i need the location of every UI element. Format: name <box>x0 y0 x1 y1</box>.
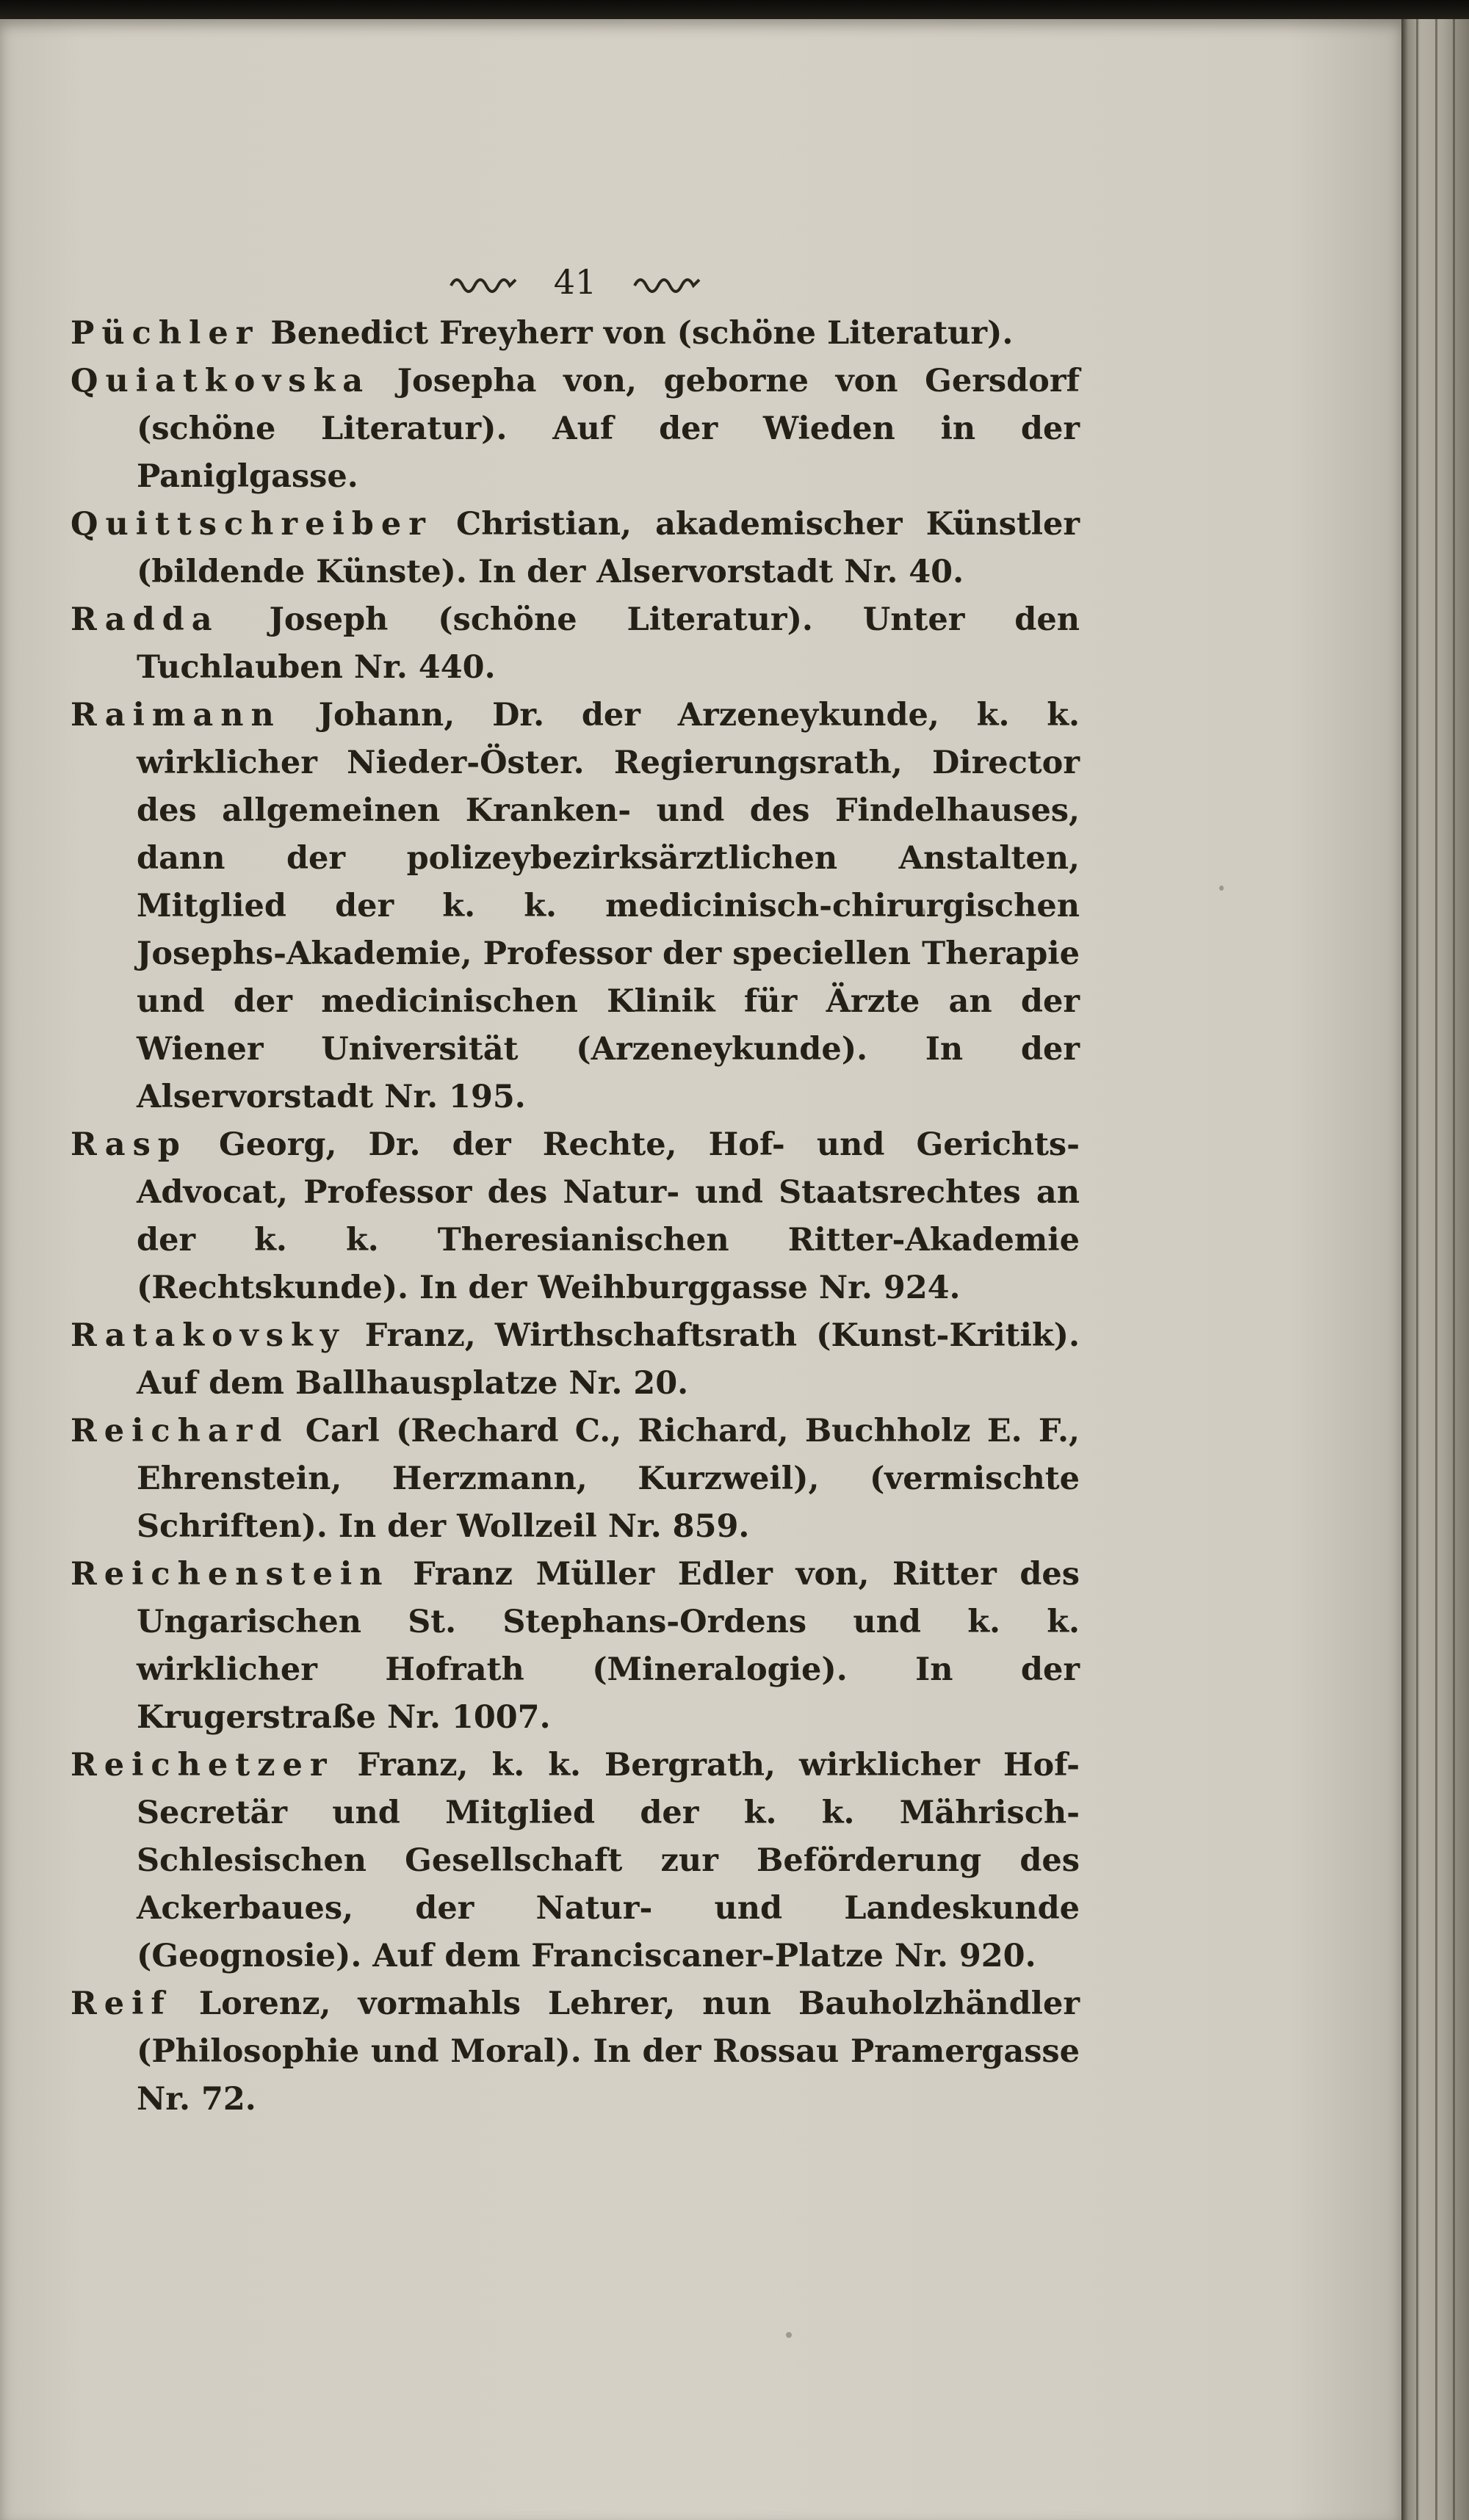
entry-name: Reichetzer <box>71 1747 334 1784</box>
page-text <box>71 253 1080 2123</box>
page-edge-ridge <box>1453 19 1455 2520</box>
entry-name: Raimann <box>71 697 281 734</box>
entry-name: Reichard <box>71 1413 289 1449</box>
entry-text: Johann, Dr. der Arzeneykunde, k. k. wirklicher Nieder-Öster. Regierungsrath, Director des allgemeinen Kranken- und des Findelhauses, dann der polizeybezirksärztlichen Anstalten, Mitglied der k. k. medicinisch-chirurgischen Josephs-Akademie, Professor der speciellen Therapie und der medicinischen Klinik für Ärzte an der Wiener Universität (Arzeneykunde). In der Alservorstadt Nr. 195. <box>137 697 1080 1115</box>
page-edge-ridge <box>1435 19 1437 2520</box>
entry-reif <box>71 1980 1080 2123</box>
entry-text: Carl (Rechard C., Richard, Buchholz E. F., Ehrenstein, Herzmann, Kurzweil), (vermischte Schriften). In der Wollzeil Nr. 859. <box>137 1413 1080 1545</box>
entry-quiatkovska <box>71 358 1080 501</box>
entry-ratakovsky <box>71 1312 1080 1408</box>
entry-reichenstein <box>71 1551 1080 1742</box>
entry-reichard <box>71 1408 1080 1551</box>
entry-radda <box>71 596 1080 692</box>
entry-name: Ratakovsky <box>71 1317 346 1354</box>
entry-name: Quiatkovska <box>71 363 371 399</box>
right-ornament-icon <box>633 271 701 293</box>
entry-name: Reif <box>71 1985 172 2022</box>
page-number: 41 <box>553 262 597 302</box>
book-page-edge <box>1401 19 1469 2520</box>
entry-name: Rasp <box>71 1126 187 1163</box>
page-header <box>71 253 1080 305</box>
entry-text: Franz Müller Edler von, Ritter des Ungarischen St. Stephans-Ordens und k. k. wirklicher Hofrath (Mineralogie). In der Krugerstraße Nr. 1007. <box>137 1556 1080 1736</box>
entry-text: Josepha von, geborne von Gersdorf (schöne Literatur). Auf der Wieden in der Paniglgasse. <box>137 363 1080 495</box>
page-edge-ridge <box>1416 19 1418 2520</box>
entry-name: Reichenstein <box>71 1556 390 1593</box>
entry-text: Lorenz, vormahls Lehrer, nun Bauholzhändler (Philosophie und Moral). In der Rossau Pramergasse Nr. 72. <box>137 1985 1080 2118</box>
scan-top-border <box>0 0 1469 21</box>
entry-text: Franz, k. k. Bergrath, wirklicher Hof-Secretär und Mitglied der k. k. Mährisch-Schlesischen Gesellschaft zur Beförderung des Ackerbaues, der Natur- und Landeskunde (Geognosie). Auf dem Franciscaner-Platze Nr. 920. <box>137 1747 1080 1974</box>
entry-quittschreiber <box>71 501 1080 596</box>
entry-text: Christian, akademischer Künstler (bildende Künste). In der Alservorstadt Nr. 40. <box>137 506 1080 590</box>
entry-text: Franz, Wirthschaftsrath (Kunst-Kritik). Auf dem Ballhausplatze Nr. 20. <box>137 1317 1080 1402</box>
entry-reichetzer <box>71 1742 1080 1980</box>
paper-speck <box>1219 886 1224 891</box>
entry-rasp <box>71 1121 1080 1312</box>
entry-text: Georg, Dr. der Rechte, Hof- und Gerichts-Advocat, Professor des Natur- und Staatsrechtes an der k. k. Theresianischen Ritter-Akademie (Rechtskunde). In der Weihburggasse Nr. 924. <box>137 1126 1080 1306</box>
entry-text: Benedict Freyherr von (schöne Literatur). <box>259 315 1014 352</box>
entry-raimann <box>71 692 1080 1121</box>
paper-speck <box>786 2332 792 2338</box>
entry-puechler <box>71 310 1080 358</box>
entry-name: Quittschreiber <box>71 506 433 543</box>
entry-text: Joseph (schöne Literatur). Unter den Tuchlauben Nr. 440. <box>137 601 1080 686</box>
left-ornament-icon <box>450 271 517 293</box>
entry-name: Radda <box>71 601 220 638</box>
entry-name: Püchler <box>71 315 260 352</box>
